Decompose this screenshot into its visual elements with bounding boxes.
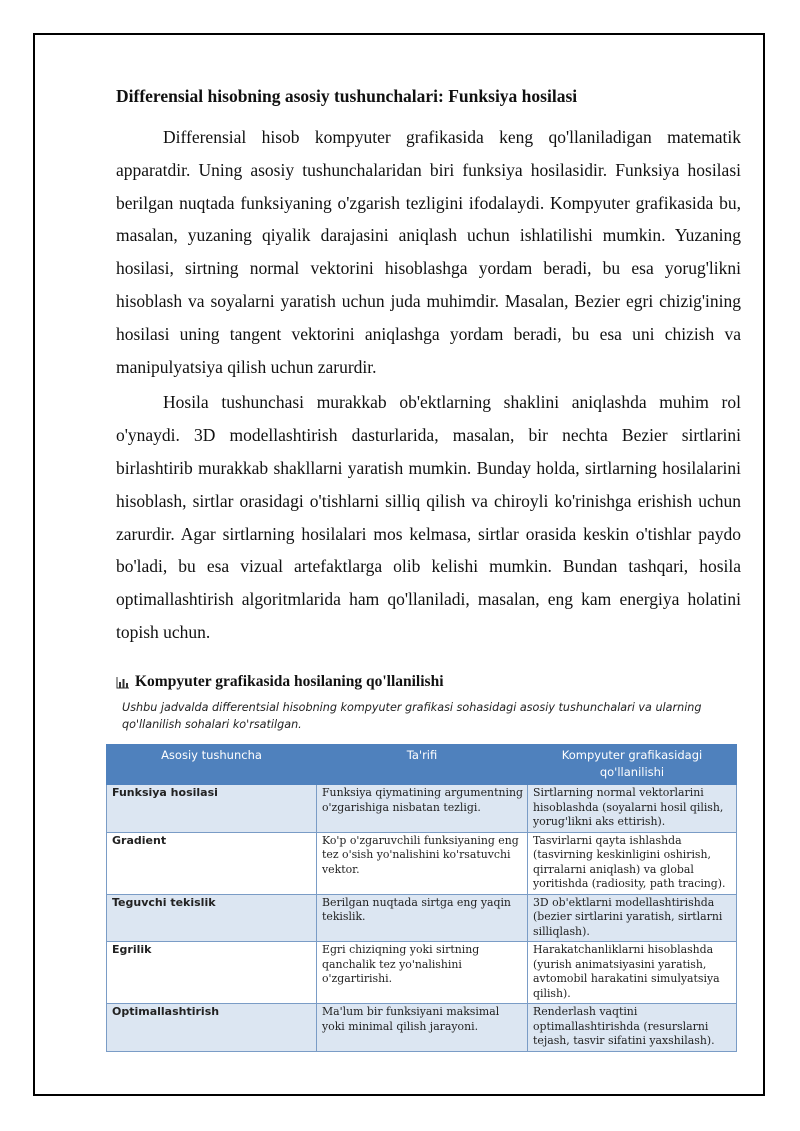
- table-cell-definition: Ma'lum bir funksiyani maksimal yoki minimal qilish jarayoni.: [317, 1004, 528, 1052]
- table-cell-application: Tasvirlarni qayta ishlashda (tasvirning keskinligini oshirish, qirralarni aniqlash) va global yoritishda (radiosity, path tracing).: [528, 832, 737, 894]
- table-cell-definition: Egri chiziqning yoki sirtning qanchalik tez yo'nalishini o'zgartirishi.: [317, 942, 528, 1004]
- document-heading: Differensial hisobning asosiy tushunchalari: Funksiya hosilasi: [116, 86, 578, 106]
- column-header: Asosiy tushuncha: [107, 745, 317, 785]
- table-cell-term: Teguvchi tekislik: [107, 894, 317, 942]
- table-cell-term: Gradient: [107, 832, 317, 894]
- table-cell-definition: Funksiya qiymatining argumentning o'zgarishiga nisbatan tezligi.: [317, 785, 528, 833]
- table-cell-application: Harakatchanliklarni hisoblashda (yurish animatsiyasini yaratish, avtomobil harakatini simulyatsiya qilish).: [528, 942, 737, 1004]
- document-body: [116, 86, 741, 733]
- table-row: [107, 785, 737, 833]
- table-header-row: [107, 745, 737, 785]
- table-cell-term: Egrilik: [107, 942, 317, 1004]
- table-cell-definition: Ko'p o'zgaruvchili funksiyaning eng tez o'sish yo'nalishini ko'rsatuvchi vektor.: [317, 832, 528, 894]
- table-row: [107, 832, 737, 894]
- table-cell-application: Sirtlarning normal vektorlarini hisoblashda (soyalarni hosil qilish, yorug'likni aks ettirish).: [528, 785, 737, 833]
- table-row: [107, 894, 737, 942]
- section-title-text: Kompyuter grafikasida hosilaning qo'llanilishi: [135, 672, 444, 690]
- column-header: Ta'rifi: [317, 745, 528, 785]
- table-row: [107, 1004, 737, 1052]
- table-cell-term: Optimallashtirish: [107, 1004, 317, 1052]
- table-cell-definition: Berilgan nuqtada sirtga eng yaqin tekislik.: [317, 894, 528, 942]
- section-title: [116, 673, 741, 691]
- bar-chart-icon: [116, 676, 129, 688]
- paragraph-2: Hosila tushunchasi murakkab ob'ektlarning shaklini aniqlashda muhim rol o'ynaydi. 3D modellashtirish dasturlarida, masalan, bir nechta Bezier sirtlarini birlashtirib murakkab shakllarni yaratish mumkin. Bunday holda, sirtlarning hosilalarini hisoblash, sirtlar orasidagi o'tishlarni silliq qilish va chiroyli ko'rinishga erishish uchun zarurdir. Agar sirtlarning hosilalari mos kelmasa, sirtlar orasida keskin o'tishlar paydo bo'ladi, bu esa vizual artefaktlarga olib kelishi mumkin. Bundan tashqari, hosila optimallashtirish algoritmlarida ham qo'llaniladi, masalan, eng kam energiya holatini topish uchun.: [116, 392, 741, 642]
- column-header: Kompyuter grafikasidagi qo'llanilishi: [528, 745, 737, 785]
- concepts-table: [106, 744, 737, 1052]
- table-row: [107, 942, 737, 1004]
- table-caption: Ushbu jadvalda differentsial hisobning kompyuter grafikasi sohasidagi asosiy tushunchalari va ularning qo'llanilish sohalari ko'rsatilgan.: [122, 700, 702, 731]
- table-cell-application: Renderlash vaqtini optimallashtirishda (resurslarni tejash, tasvir sifatini yaxshilash).: [528, 1004, 737, 1052]
- table-cell-application: 3D ob'ektlarni modellashtirishda (bezier sirtlarini yaratish, sirtlarni silliqlash).: [528, 894, 737, 942]
- table-cell-term: Funksiya hosilasi: [107, 785, 317, 833]
- paragraph-1: Differensial hisob kompyuter grafikasida keng qo'llaniladigan matematik apparatdir. Uning asosiy tushunchalaridan biri funksiya hosilasidir. Funksiya hosilasi berilgan nuqtada funksiyaning o'zgarish tezligini ifodalaydi. Kompyuter grafikasida bu, masalan, yuzaning qiyalik darajasini aniqlash uchun ishlatilishi mumkin. Yuzaning hosilasi, sirtning normal vektorini hisoblashga yordam beradi, bu esa yorug'likni hisoblash va soyalarni yaratish uchun juda muhimdir. Masalan, Bezier egri chizig'ining hosilasi uning tangent vektorini aniqlashga yordam beradi, bu esa uni chizish va manipulyatsiya qilish uchun zarurdir.: [116, 127, 741, 377]
